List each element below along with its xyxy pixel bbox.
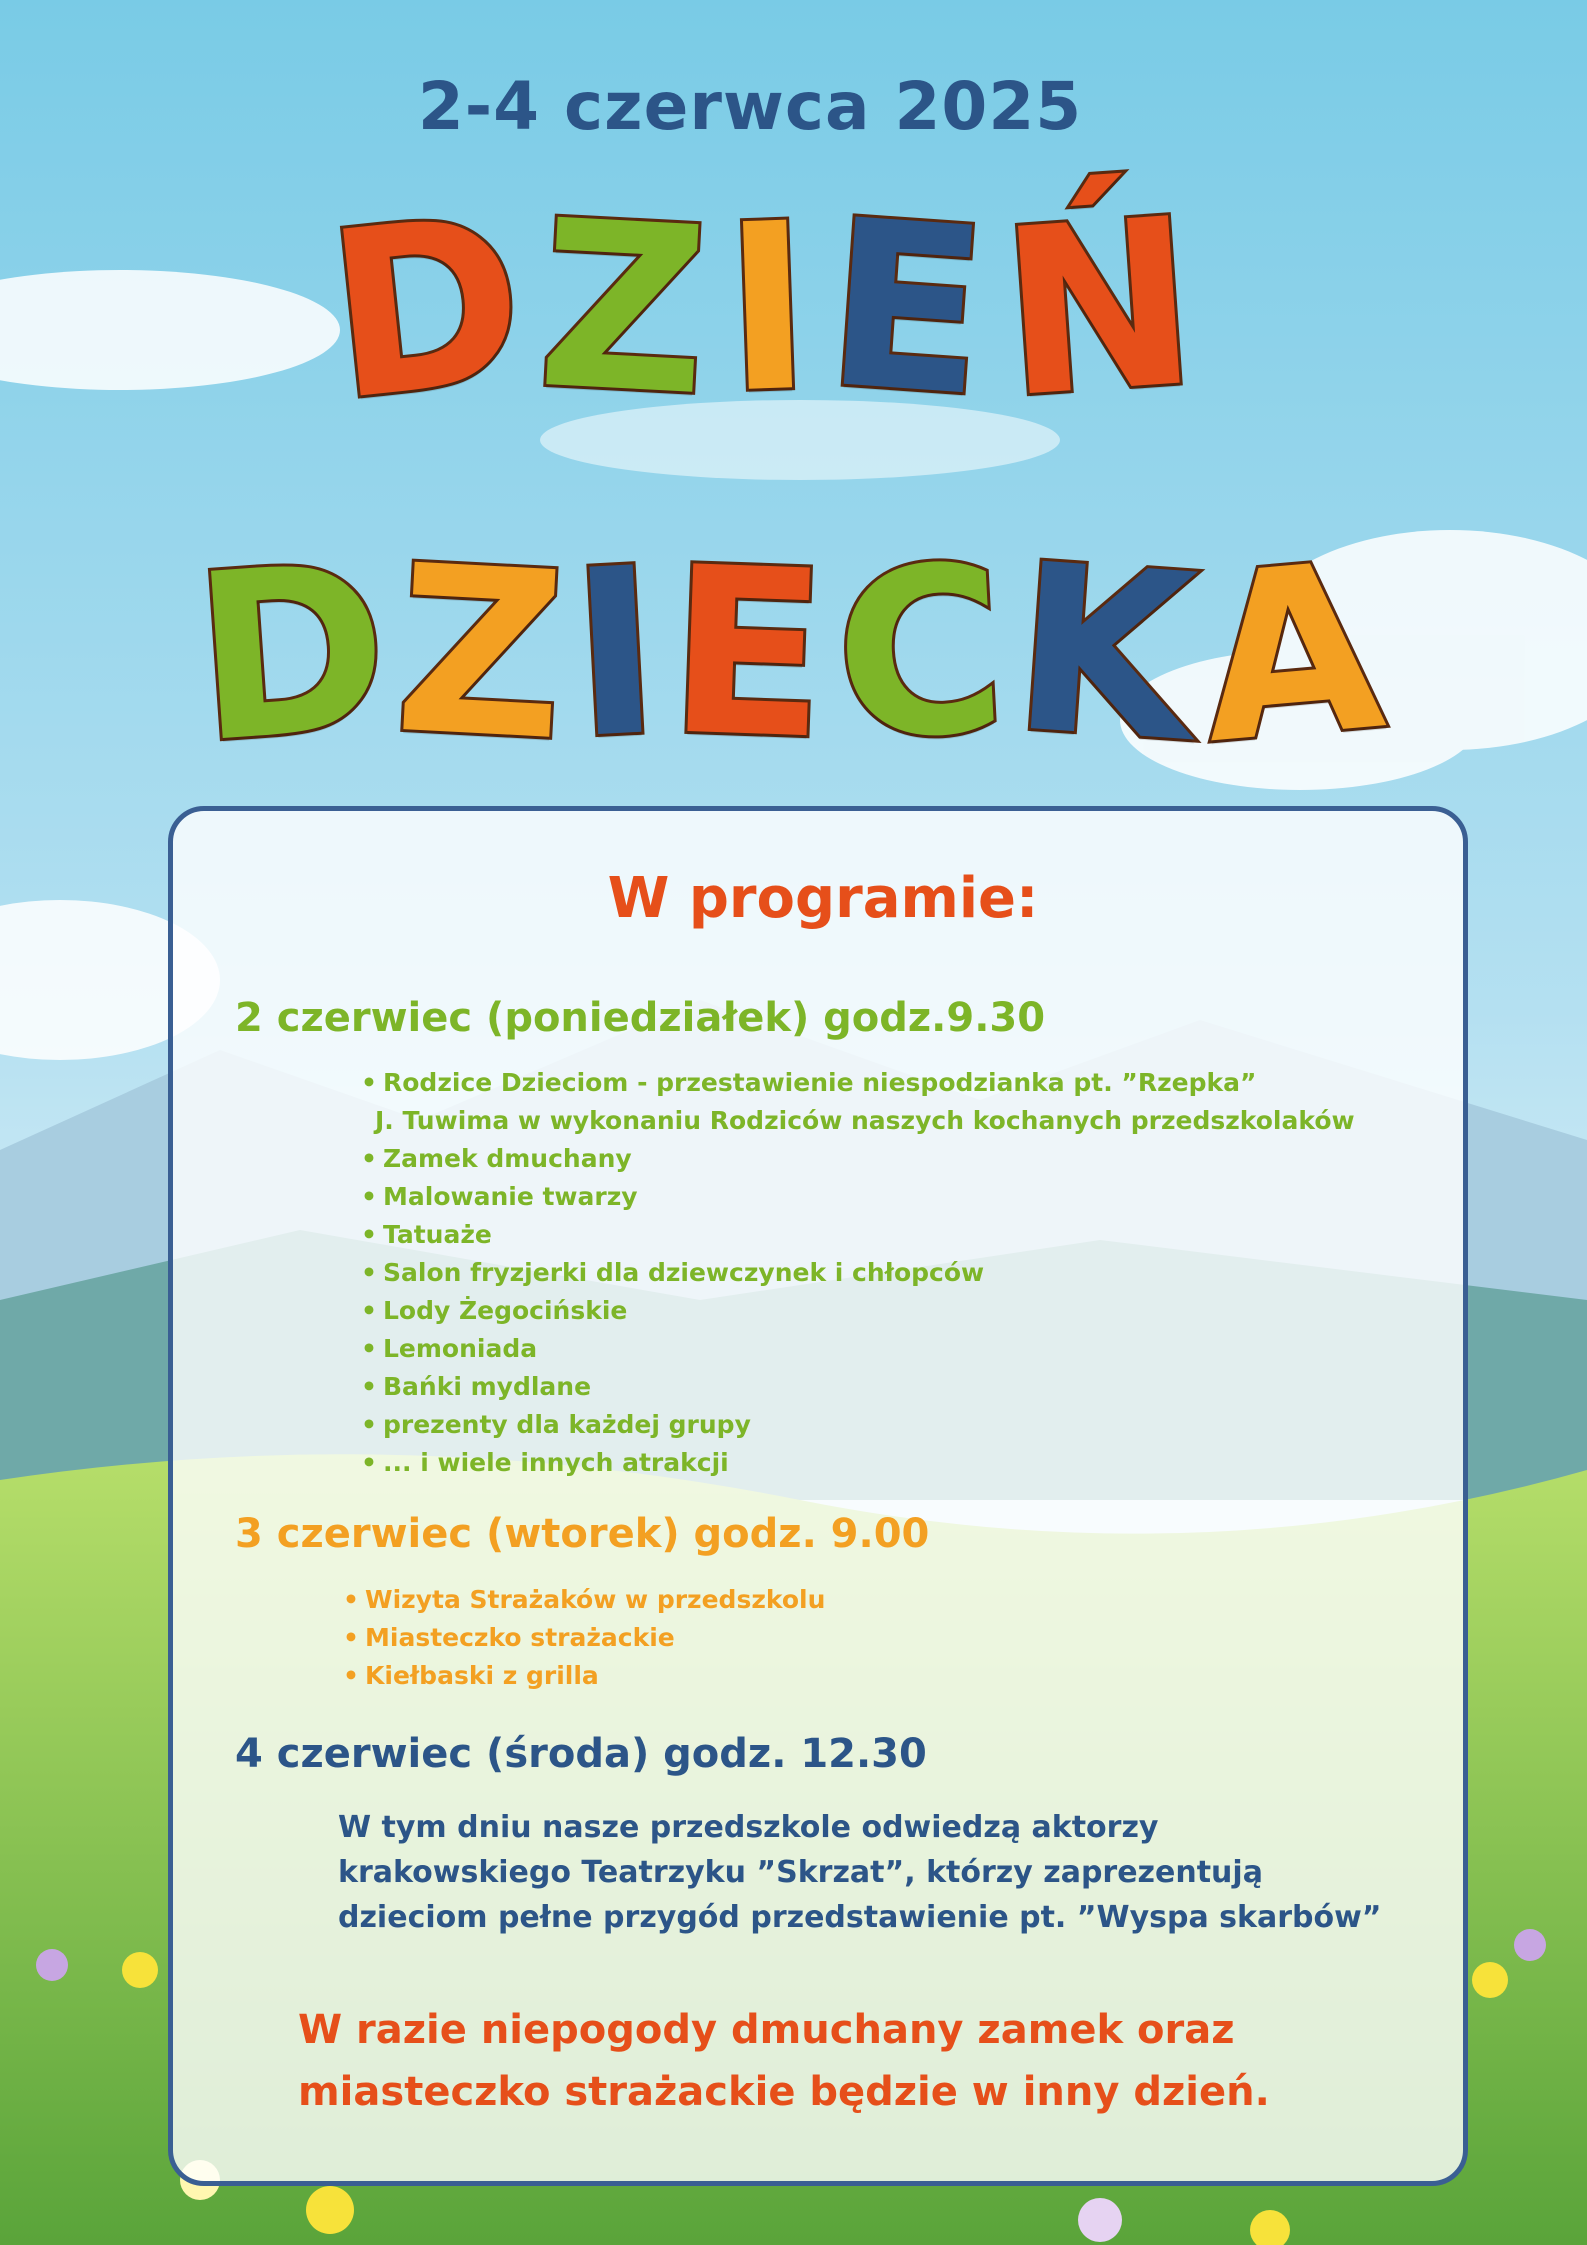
title-letter: C — [829, 516, 1012, 793]
title-letter: I — [566, 518, 666, 791]
program-heading: W programie: — [607, 866, 1039, 931]
title-letter: Z — [533, 171, 714, 448]
list-item: • Zamek dmuchany — [361, 1140, 1355, 1178]
list-item: • Tatuaże — [361, 1216, 1355, 1254]
program-panel — [168, 806, 1468, 2186]
list-item: • Rodzice Dzieciom - przestawienie niespodzianka pt. ”Rzepka” J. Tuwima w wykonaniu Rodziców naszych kochanych przedszkolaków — [361, 1064, 1355, 1140]
weather-note — [298, 1999, 1418, 2123]
list-item-continuation: J. Tuwima w wykonaniu Rodziców naszych kochanych przedszkolaków — [375, 1106, 1355, 1135]
list-item: • Lody Żegocińskie — [361, 1292, 1355, 1330]
list-item: • ... i wiele innych atrakcji — [361, 1444, 1355, 1482]
title-letter: A — [1191, 513, 1393, 796]
day3-title: 4 czerwiec (środa) godz. 12.30 — [235, 1731, 927, 1777]
list-item: • prezenty dla każdej grupy — [361, 1406, 1355, 1444]
title-letter: D — [186, 514, 396, 795]
description-line: krakowskiego Teatrzyku ”Skrzat”, którzy zaprezentują — [338, 1855, 1263, 1890]
day3-description — [338, 1805, 1438, 1940]
list-item: • Bańki mydlane — [361, 1368, 1355, 1406]
title-letter: Z — [389, 516, 571, 793]
list-item: • Salon fryzjerki dla dziewczynek i chłopców — [361, 1254, 1355, 1292]
title-letter: K — [1005, 515, 1203, 794]
list-item: • Kiełbaski z grilla — [343, 1657, 825, 1695]
list-item: • Lemoniada — [361, 1330, 1355, 1368]
description-line: W tym dniu nasze przedszkole odwiedzą aktorzy — [338, 1810, 1159, 1845]
event-date: 2-4 czerwca 2025 — [417, 68, 1083, 145]
note-line: W razie niepogody dmuchany zamek oraz — [298, 2007, 1235, 2053]
list-item: • Miasteczko strażackie — [343, 1619, 825, 1657]
day1-title: 2 czerwiec (poniedziałek) godz.9.30 — [235, 995, 1046, 1041]
title-line-1 — [0, 166, 1587, 453]
note-line: miasteczko strażackie będzie w inny dzień. — [298, 2069, 1270, 2115]
title-letter: Ń — [994, 169, 1205, 450]
title-letter: E — [819, 170, 995, 449]
day2-list — [343, 1581, 825, 1695]
title-line-2 — [0, 513, 1587, 796]
title-letter: E — [664, 518, 831, 791]
title-letter: I — [720, 174, 815, 445]
title-letter: D — [317, 166, 536, 453]
day2-title: 3 czerwiec (wtorek) godz. 9.00 — [235, 1511, 930, 1557]
description-line: dzieciom pełne przygód przedstawienie pt. ”Wyspa skarbów” — [338, 1900, 1382, 1935]
list-item: • Malowanie twarzy — [361, 1178, 1355, 1216]
list-item: • Wizyta Strażaków w przedszkolu — [343, 1581, 825, 1619]
day1-list — [361, 1064, 1355, 1482]
